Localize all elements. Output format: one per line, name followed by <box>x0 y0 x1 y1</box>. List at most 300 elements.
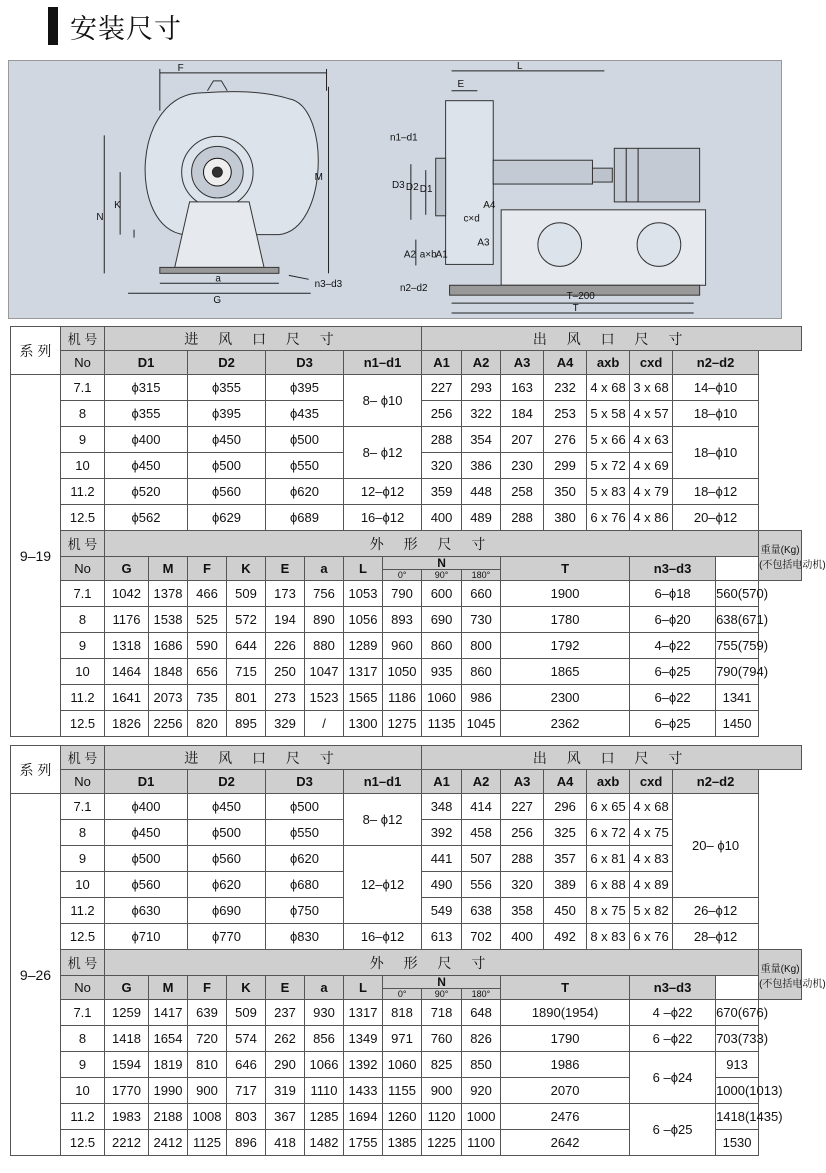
cell-n1-d1: 12–ϕ12 <box>344 846 422 924</box>
col-f: F <box>188 976 227 1000</box>
cell: 389 <box>544 872 587 898</box>
col-axb: axb <box>587 351 630 375</box>
outlet-header: 出 风 口 尺 寸 <box>422 327 802 351</box>
col-a3: A3 <box>501 770 544 794</box>
cell: 600 <box>422 581 462 607</box>
cell-n1-d1: 8– ϕ12 <box>344 794 422 846</box>
cell: 1565 <box>344 685 383 711</box>
cell: 348 <box>422 794 462 820</box>
cell: 1392 <box>344 1052 383 1078</box>
cell: 856 <box>305 1026 344 1052</box>
cell: 8 x 75 <box>587 898 630 924</box>
cell: 1125 <box>188 1130 227 1156</box>
cell: 288 <box>422 427 462 453</box>
table-row <box>11 1052 802 1078</box>
dim-label-D1: D1 <box>419 183 433 195</box>
cell: 648 <box>462 1000 501 1026</box>
cell: 230 <box>501 453 544 479</box>
cell: 207 <box>501 427 544 453</box>
cell-t: 1792 <box>501 633 630 659</box>
cell: 930 <box>305 1000 344 1026</box>
col-d3: D3 <box>266 770 344 794</box>
dim-label-A4: A4 <box>483 199 496 211</box>
cell: 194 <box>266 607 305 633</box>
cell: 237 <box>266 1000 305 1026</box>
cell: 489 <box>462 505 501 531</box>
cell: 720 <box>188 1026 227 1052</box>
dim-label-n1d1: n1–d1 <box>390 132 418 144</box>
cell: 1378 <box>149 581 188 607</box>
cell: 258 <box>501 479 544 505</box>
cell: 6 x 88 <box>587 872 630 898</box>
cell: 1008 <box>188 1104 227 1130</box>
dim-label-n3d3: n3–d3 <box>314 279 343 291</box>
col-e: E <box>266 557 305 581</box>
machine-no: 7.1 <box>61 1000 105 1026</box>
machine-no: 9 <box>61 633 105 659</box>
cell: 1100 <box>462 1130 501 1156</box>
cell: ϕ689 <box>266 505 344 531</box>
cell: 1990 <box>149 1078 188 1104</box>
cell: 329 <box>266 711 305 737</box>
cell: ϕ560 <box>188 846 266 872</box>
cell-n1-d1: 16–ϕ12 <box>344 505 422 531</box>
cell: ϕ435 <box>266 401 344 427</box>
cell: 801 <box>227 685 266 711</box>
cell-n2-d2: 28–ϕ12 <box>673 924 759 950</box>
cell: ϕ500 <box>105 846 188 872</box>
cell: 590 <box>188 633 227 659</box>
cell: 718 <box>422 1000 462 1026</box>
cell-n2-d2: 20– ϕ10 <box>673 794 759 898</box>
col-a: a <box>305 557 344 581</box>
dim-label-A3: A3 <box>477 237 490 249</box>
cell: 4 x 75 <box>630 820 673 846</box>
cell: 293 <box>462 375 501 401</box>
col-a: a <box>305 976 344 1000</box>
dim-label-axb: a×b <box>419 249 437 261</box>
cell: 5 x 83 <box>587 479 630 505</box>
machine-no: 7.1 <box>61 581 105 607</box>
machine-no: 12.5 <box>61 711 105 737</box>
cell: 702 <box>462 924 501 950</box>
cell: 4 x 89 <box>630 872 673 898</box>
cell-t: 1780 <box>501 607 630 633</box>
col-k: K <box>227 557 266 581</box>
col-a4: A4 <box>544 351 587 375</box>
table-row <box>11 794 802 820</box>
cell: 290 <box>266 1052 305 1078</box>
col-n2–d2: n2–d2 <box>673 351 759 375</box>
table-row <box>11 924 802 950</box>
cell: ϕ400 <box>105 794 188 820</box>
no-label: No <box>61 351 105 375</box>
col-a4: A4 <box>544 770 587 794</box>
no-label: No <box>61 557 105 581</box>
col-a3: A3 <box>501 351 544 375</box>
dim-label-F: F <box>177 62 184 74</box>
machine-no-label: 机 号 <box>61 327 105 351</box>
cell-n3-d3: 6–ϕ22 <box>630 685 716 711</box>
col-k: K <box>227 976 266 1000</box>
cell: ϕ620 <box>266 846 344 872</box>
cell: 549 <box>422 898 462 924</box>
cell: 354 <box>462 427 501 453</box>
machine-no-label: 机 号 <box>61 746 105 770</box>
machine-no: 7.1 <box>61 794 105 820</box>
table-row <box>11 1000 802 1026</box>
col-n: N 0° 90° 180° <box>383 976 501 1000</box>
col-g: G <box>105 976 149 1000</box>
machine-no-label: 机 号 <box>61 950 105 976</box>
cell: 5 x 58 <box>587 401 630 427</box>
cell: ϕ500 <box>188 820 266 846</box>
cell-n3-d3: 6–ϕ25 <box>630 659 716 685</box>
cell: 6 x 65 <box>587 794 630 820</box>
cell: ϕ395 <box>188 401 266 427</box>
weight-header <box>759 950 826 1000</box>
cell: 450 <box>544 898 587 924</box>
cell: 458 <box>462 820 501 846</box>
cell: 4 x 69 <box>630 453 673 479</box>
cell: 250 <box>266 659 305 685</box>
table-row <box>11 607 802 633</box>
cell: 466 <box>188 581 227 607</box>
cell: 288 <box>501 846 544 872</box>
installation-drawing <box>8 60 782 319</box>
cell: 800 <box>462 633 501 659</box>
cell: ϕ710 <box>105 924 188 950</box>
cell: 386 <box>462 453 501 479</box>
cell: 1317 <box>344 659 383 685</box>
cell: 895 <box>227 711 266 737</box>
cell-weight: 1418(1435) <box>716 1104 759 1130</box>
cell: 1260 <box>383 1104 422 1130</box>
cell: 1045 <box>462 711 501 737</box>
cell-n2-d2: 18–ϕ12 <box>673 479 759 505</box>
cell: 262 <box>266 1026 305 1052</box>
cell-n3-d3: 4 –ϕ22 <box>630 1000 716 1026</box>
cell-t: 2070 <box>501 1078 630 1104</box>
cell-t: 1865 <box>501 659 630 685</box>
weight-label: 重量(Kg) <box>760 963 800 975</box>
cell: 893 <box>383 607 422 633</box>
cell-n2-d2: 20–ϕ12 <box>673 505 759 531</box>
cell: 350 <box>544 479 587 505</box>
dim-label-K: K <box>114 199 121 211</box>
cell: 1433 <box>344 1078 383 1104</box>
cell-t: 2300 <box>501 685 630 711</box>
col-a1: A1 <box>422 351 462 375</box>
cell: 960 <box>383 633 422 659</box>
dim-label-A1: A1 <box>435 249 448 261</box>
cell: 639 <box>188 1000 227 1026</box>
cell: 690 <box>422 607 462 633</box>
cell: ϕ620 <box>188 872 266 898</box>
col-a2: A2 <box>462 770 501 794</box>
col-cxd: cxd <box>630 351 673 375</box>
cell: ϕ629 <box>188 505 266 531</box>
cell: 392 <box>422 820 462 846</box>
cell: 760 <box>422 1026 462 1052</box>
cell: 1060 <box>383 1052 422 1078</box>
inlet-header: 进 风 口 尺 寸 <box>105 327 422 351</box>
machine-no: 9 <box>61 1052 105 1078</box>
cell: 6 x 76 <box>630 924 673 950</box>
machine-no: 11.2 <box>61 685 105 711</box>
cell: 288 <box>501 505 544 531</box>
cell: 273 <box>266 685 305 711</box>
dim-label-G: G <box>213 295 222 307</box>
dim-label-a: a <box>215 273 221 285</box>
cell: 1641 <box>105 685 149 711</box>
table-row <box>11 633 802 659</box>
dim-label-n2d2: n2–d2 <box>399 283 428 295</box>
col-a1: A1 <box>422 770 462 794</box>
table-row <box>11 375 802 401</box>
machine-no: 12.5 <box>61 505 105 531</box>
cell: 525 <box>188 607 227 633</box>
cell: 1482 <box>305 1130 344 1156</box>
cell-n3-d3: 6–ϕ25 <box>630 711 716 737</box>
cell: 173 <box>266 581 305 607</box>
series-id: 9–26 <box>11 794 61 1156</box>
cell: 4 x 86 <box>630 505 673 531</box>
spec-table-9–26 <box>10 745 826 1156</box>
cell: ϕ450 <box>188 794 266 820</box>
cell: 1300 <box>344 711 383 737</box>
cell: 296 <box>544 794 587 820</box>
machine-no: 9 <box>61 846 105 872</box>
dim-label-D3: D3 <box>392 180 405 192</box>
cell-n3-d3: 6 –ϕ22 <box>630 1026 716 1052</box>
cell: 1654 <box>149 1026 188 1052</box>
cell: ϕ630 <box>105 898 188 924</box>
cell-weight: 560(570) <box>716 581 759 607</box>
col-m: M <box>149 557 188 581</box>
col-d1: D1 <box>105 770 188 794</box>
cell: 1755 <box>344 1130 383 1156</box>
cell: 1418 <box>105 1026 149 1052</box>
cell: 646 <box>227 1052 266 1078</box>
col-n3–d3: n3–d3 <box>630 557 716 581</box>
cell: 357 <box>544 846 587 872</box>
cell-t: 2642 <box>501 1130 630 1156</box>
cell: 320 <box>422 453 462 479</box>
cell: 717 <box>227 1078 266 1104</box>
cell: 1464 <box>105 659 149 685</box>
cell: 1385 <box>383 1130 422 1156</box>
cell: 2412 <box>149 1130 188 1156</box>
cell: / <box>305 711 344 737</box>
cell-n2-d2: 18–ϕ10 <box>673 401 759 427</box>
cell: 1819 <box>149 1052 188 1078</box>
dim-label-D2: D2 <box>405 181 419 193</box>
cell: 322 <box>462 401 501 427</box>
cell: 1176 <box>105 607 149 633</box>
cell: 3 x 68 <box>630 375 673 401</box>
cell: ϕ500 <box>266 794 344 820</box>
cell: 803 <box>227 1104 266 1130</box>
cell: 418 <box>266 1130 305 1156</box>
cell: 227 <box>422 375 462 401</box>
inlet-header: 进 风 口 尺 寸 <box>105 746 422 770</box>
no-label: No <box>61 770 105 794</box>
cell-t: 1890(1954) <box>501 1000 630 1026</box>
cell: 367 <box>266 1104 305 1130</box>
col-f: F <box>188 557 227 581</box>
cell: 790 <box>383 581 422 607</box>
cell: 574 <box>227 1026 266 1052</box>
table-row <box>11 479 802 505</box>
cell: 2188 <box>149 1104 188 1130</box>
cell: 1694 <box>344 1104 383 1130</box>
col-l: L <box>344 557 383 581</box>
dim-label-L: L <box>517 60 523 72</box>
spec-table-9–19 <box>10 326 826 737</box>
title-bar <box>48 7 58 45</box>
cell: 1523 <box>305 685 344 711</box>
dim-label-E: E <box>457 78 465 90</box>
cell: ϕ750 <box>266 898 344 924</box>
cell: 818 <box>383 1000 422 1026</box>
cell: 1047 <box>305 659 344 685</box>
cell: 1135 <box>422 711 462 737</box>
cell-n1-d1: 12–ϕ12 <box>344 479 422 505</box>
cell: 441 <box>422 846 462 872</box>
cell: ϕ400 <box>105 427 188 453</box>
side-view <box>411 71 706 313</box>
section-title <box>48 4 182 48</box>
cell: 232 <box>544 375 587 401</box>
col-n1–d1: n1–d1 <box>344 770 422 794</box>
cell: 1120 <box>422 1104 462 1130</box>
cell: 1594 <box>105 1052 149 1078</box>
machine-no-label: 机 号 <box>61 531 105 557</box>
col-a2: A2 <box>462 351 501 375</box>
cell-t: 1986 <box>501 1052 630 1078</box>
cell: 256 <box>422 401 462 427</box>
cell: 1060 <box>422 685 462 711</box>
machine-no: 12.5 <box>61 1130 105 1156</box>
cell: 5 x 82 <box>630 898 673 924</box>
cell: ϕ690 <box>188 898 266 924</box>
cell-t: 1790 <box>501 1026 630 1052</box>
cell: 358 <box>501 898 544 924</box>
cell: 1275 <box>383 711 422 737</box>
cell-n2-d2: 18–ϕ10 <box>673 427 759 479</box>
table-row <box>11 505 802 531</box>
dim-label-T200: T–200 <box>566 291 595 303</box>
col-d2: D2 <box>188 770 266 794</box>
title-text: 安装尺寸 <box>70 13 182 45</box>
cell: 1155 <box>383 1078 422 1104</box>
cell-n2-d2: 14–ϕ10 <box>673 375 759 401</box>
cell: ϕ355 <box>105 401 188 427</box>
machine-no: 11.2 <box>61 1104 105 1130</box>
cell: 1000 <box>462 1104 501 1130</box>
weight-label: 重量(Kg) <box>760 544 800 556</box>
cell-n1-d1: 8– ϕ12 <box>344 427 422 479</box>
table-row <box>11 1026 802 1052</box>
cell: ϕ450 <box>105 453 188 479</box>
dim-label-cxd: c×d <box>463 213 480 225</box>
col-g: G <box>105 557 149 581</box>
dim-label-T: T <box>572 303 579 315</box>
cell: 492 <box>544 924 587 950</box>
cell: 810 <box>188 1052 227 1078</box>
no-label: No <box>61 976 105 1000</box>
cell: 656 <box>188 659 227 685</box>
cell-t: 2362 <box>501 711 630 737</box>
col-cxd: cxd <box>630 770 673 794</box>
cell: 1042 <box>105 581 149 607</box>
cell: 1349 <box>344 1026 383 1052</box>
cell-weight: 1530 <box>716 1130 759 1156</box>
cell-weight: 670(676) <box>716 1000 759 1026</box>
cell: ϕ680 <box>266 872 344 898</box>
cell: 880 <box>305 633 344 659</box>
cell: 1826 <box>105 711 149 737</box>
cell: 507 <box>462 846 501 872</box>
cell: 896 <box>227 1130 266 1156</box>
cell-weight: 790(794) <box>716 659 759 685</box>
cell: 1289 <box>344 633 383 659</box>
cell-weight: 638(671) <box>716 607 759 633</box>
cell: 1110 <box>305 1078 344 1104</box>
cell: 900 <box>422 1078 462 1104</box>
machine-no: 10 <box>61 659 105 685</box>
cell: 276 <box>544 427 587 453</box>
cell: 253 <box>544 401 587 427</box>
cell: 380 <box>544 505 587 531</box>
cell: 184 <box>501 401 544 427</box>
outlet-header: 出 风 口 尺 寸 <box>422 746 802 770</box>
cell: 6 x 76 <box>587 505 630 531</box>
cell: 163 <box>501 375 544 401</box>
cell: 935 <box>422 659 462 685</box>
cell-n3-d3: 6–ϕ20 <box>630 607 716 633</box>
cell: 644 <box>227 633 266 659</box>
cell-t: 2476 <box>501 1104 630 1130</box>
cell: 735 <box>188 685 227 711</box>
cell: 826 <box>462 1026 501 1052</box>
cell: 850 <box>462 1052 501 1078</box>
cell-n1-d1: 8– ϕ10 <box>344 375 422 427</box>
cell-t: 1900 <box>501 581 630 607</box>
cell: 319 <box>266 1078 305 1104</box>
cell: ϕ562 <box>105 505 188 531</box>
machine-no: 8 <box>61 607 105 633</box>
machine-no: 8 <box>61 1026 105 1052</box>
weight-note: (不包括电动机) <box>759 978 826 990</box>
col-n2–d2: n2–d2 <box>673 770 759 794</box>
cell: 613 <box>422 924 462 950</box>
cell: ϕ355 <box>188 375 266 401</box>
machine-no: 8 <box>61 401 105 427</box>
cell: 1848 <box>149 659 188 685</box>
outline-header: 外 形 尺 寸 <box>105 950 759 976</box>
machine-no: 10 <box>61 1078 105 1104</box>
cell: 359 <box>422 479 462 505</box>
cell-weight: 1341 <box>716 685 759 711</box>
cell: 860 <box>422 633 462 659</box>
cell: 660 <box>462 581 501 607</box>
cell: 1318 <box>105 633 149 659</box>
cell: 890 <box>305 607 344 633</box>
series-label: 系 列 <box>11 746 61 794</box>
cell: 509 <box>227 1000 266 1026</box>
